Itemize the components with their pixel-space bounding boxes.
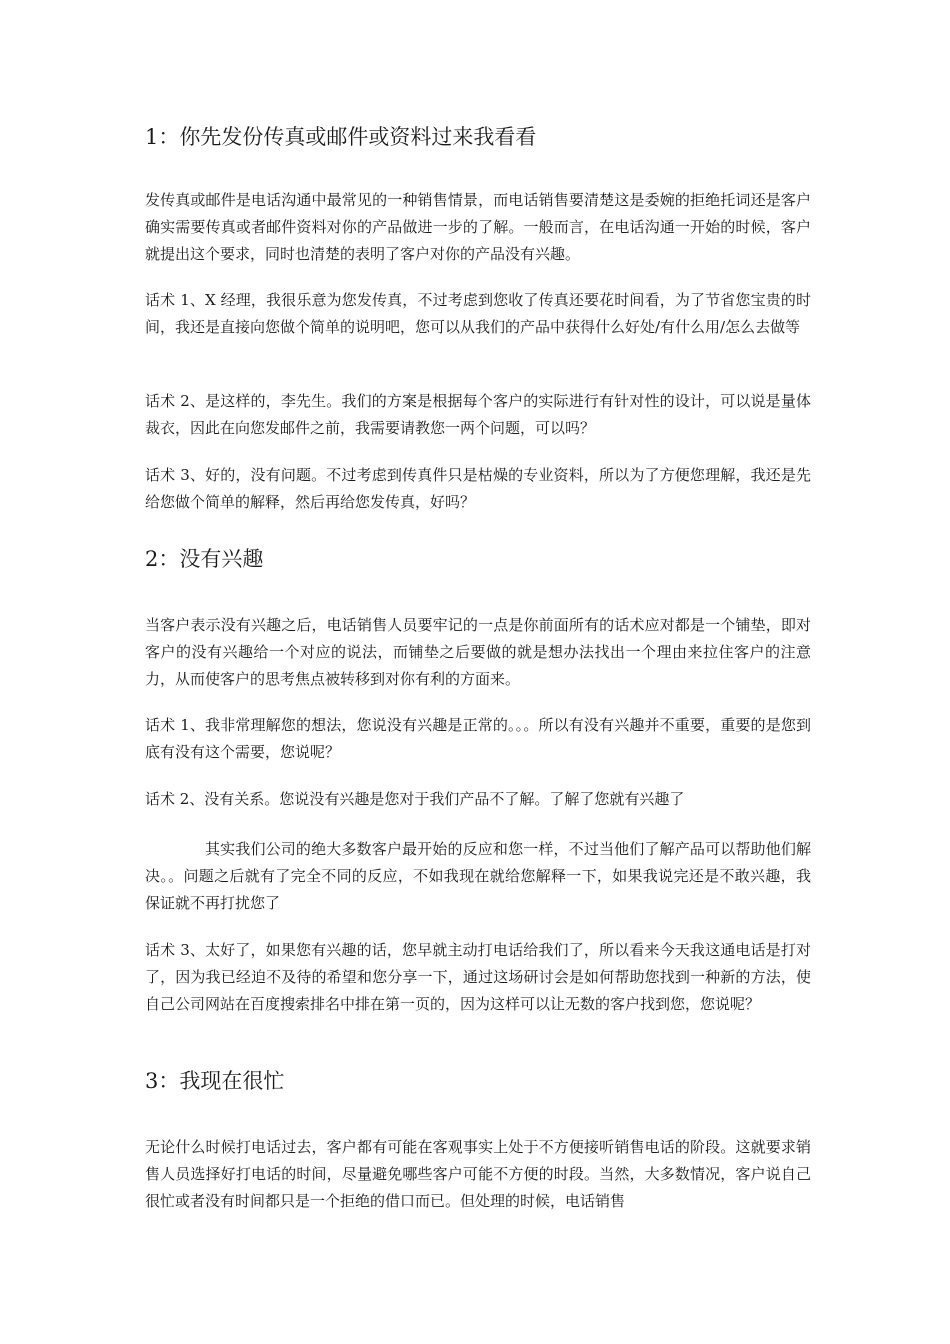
section-1-script-1: 话术 1、X 经理，我很乐意为您发传真，不过考虑到您收了传真还要花时间看，为了节省您宝贵的时间，我还是直接向您做个简单的说明吧，您可以从我们的产品中获得什么好处/有什么用/怎么去做等 [145,291,811,336]
section-2-script-2: 话术 2、没有关系。您说没有兴趣是您对于我们产品不了解。了解了您就有兴趣了 [145,790,685,808]
section-1-intro: 发传真或邮件是电话沟通中最常见的一种销售情景，而电话销售要清楚这是委婉的拒绝托词还是客户确实需要传真或者邮件资料对你的产品做进一步的了解。一般而言，在电话沟通一开始的时候，客户就提出这个要求，同时也清楚的表明了客户对你的产品没有兴趣。 [145,191,811,263]
section-3-heading: 3：我现在很忙 [145,1069,285,1093]
section-2-intro: 当客户表示没有兴趣之后，电话销售人员要牢记的一点是你前面所有的话术应对都是一个铺垫，即对客户的没有兴趣给一个对应的说法，而铺垫之后要做的就是想办法找出一个理由来拉住客户的注意力，从而使客户的思考焦点被转移到对你有利的方面来。 [145,616,811,688]
section-1-script-3: 话术 3、好的，没有问题。不过考虑到传真件只是枯燥的专业资料，所以为了方便您理解，我还是先给您做个简单的解释，然后再给您发传真，好吗？ [145,466,811,511]
section-1-heading: 1：你先发份传真或邮件或资料过来我看看 [145,125,537,149]
section-1-script-2: 话术 2、是这样的，李先生。我们的方案是根据每个客户的实际进行有针对性的设计，可以说是量体裁衣，因此在向您发邮件之前，我需要请教您一两个问题，可以吗？ [145,392,811,437]
section-2-script-3: 话术 3、太好了，如果您有兴趣的话，您早就主动打电话给我们了，所以看来今天我这通电话是打对了，因为我已经迫不及待的希望和您分享一下，通过这场研讨会是如何帮助您找到一种新的方法，使自己公司网站在百度搜索排名中排在第一页的，因为这样可以让无数的客户找到您，您说呢？ [145,941,811,1013]
section-3-intro: 无论什么时候打电话过去，客户都有可能在客观事实上处于不方便接听销售电话的阶段。这就要求销售人员选择好打电话的时间，尽量避免哪些客户可能不方便的时段。当然，大多数情况，客户说自己很忙或者没有时间都只是一个拒绝的借口而已。但处理的时候，电话销售 [145,1138,811,1210]
section-2-heading: 2：没有兴趣 [145,547,264,571]
section-2-script-1: 话术 1、我非常理解您的想法，您说没有兴趣是正常的。。。所以有没有兴趣并不重要，重要的是您到底有没有这个需要，您说呢？ [145,716,811,761]
section-2-script-2-continued: 其实我们公司的绝大多数客户最开始的反应和您一样，不过当他们了解产品可以帮助他们解决。。问题之后就有了完全不同的反应，不如我现在就给您解释一下，如果我说完还是不敢兴趣，我保证就不再打扰您了 [145,840,811,912]
